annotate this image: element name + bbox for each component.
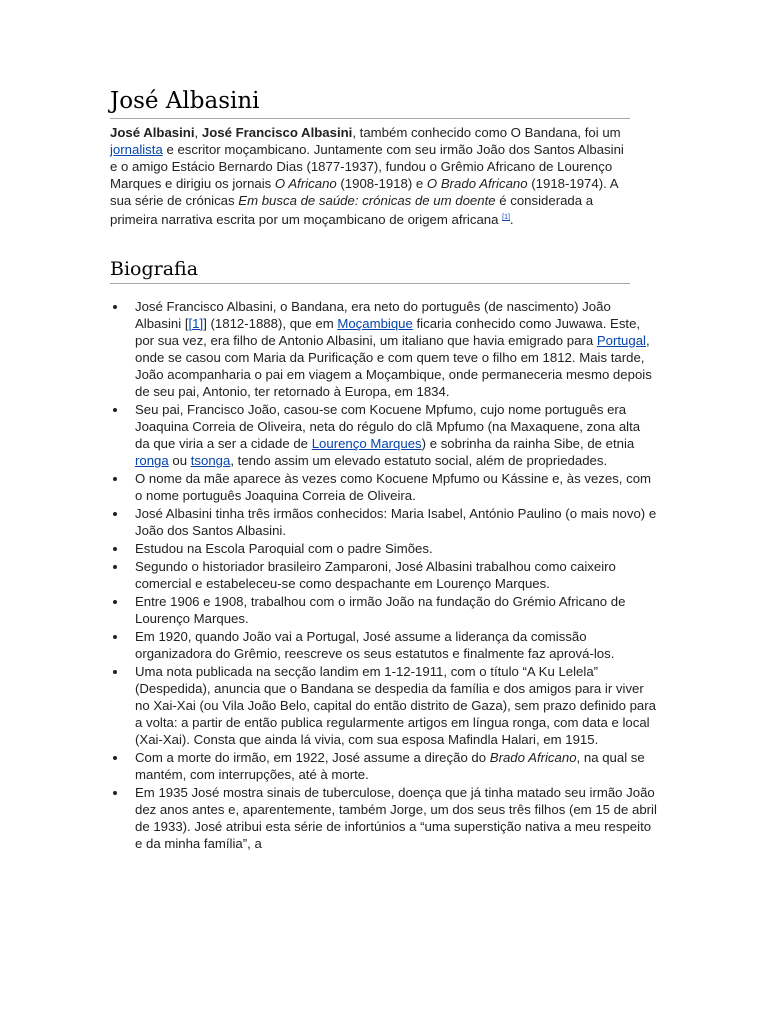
biography-list	[110, 298, 657, 853]
link-portugal[interactable]: Portugal	[596, 333, 646, 348]
list-item-text: , tendo assim um elevado estatuto social, além de propriedades.	[230, 453, 608, 468]
intro-name: José Albasini	[110, 125, 195, 140]
list-item-text: ] (1812-1888), que em	[203, 316, 338, 331]
link-jornalista[interactable]: jornalista	[110, 142, 163, 157]
link-tsonga[interactable]: tsonga	[190, 453, 231, 468]
list-item-text: Com a morte do irmão, em 1922, José assume a direção do	[135, 750, 490, 765]
list-item: O nome da mãe aparece às vezes como Kocuene Mpfumo ou Kássine e, às vezes, com o nome português Joaquina Correia de Oliveira.	[135, 470, 657, 504]
intro-text-1: , também conhecido como O Bandana, foi um	[352, 125, 621, 140]
intro-text-5: é considerada a primeira narrativa escrita por um moçambicano de origem africana	[110, 193, 594, 227]
list-item: Em 1935 José mostra sinais de tuberculose, doença que já tinha matado seu irmão João dez anos antes e, aparentemente, também Jorge, um dos seus três filhos (em 15 de abril de 1933). José atribui esta série de infortúnios a “uma superstição nativa a meu respeito e da minha família”, a	[135, 785, 657, 851]
list-item: Segundo o historiador brasileiro Zamparoni, José Albasini trabalhou como caixeiro comercial e estabeleceu-se como despachante em Lourenço Marques.	[135, 558, 657, 592]
journal-o-africano: O Africano	[274, 176, 337, 191]
reference-link[interactable]: [1]	[188, 316, 204, 331]
list-item-text: José Francisco Albasini, o Bandana, era neto do português (de nascimento) João Albasini [	[135, 299, 611, 331]
list-item: Uma nota publicada na secção landim em 1-12-1911, com o título “A Ku Lelela” (Despedida), anuncia que o Bandana se despedia da família e dos amigos para ir viver no Xai-Xai (ou Vila João Belo, capital do então distrito de Gaza), sem prazo definido para a volta: a partir de então publica regularmente artigos em língua ronga, com data e local (Xai-Xai). Consta que ainda lá vivia, com sua esposa Mafindla Halari, em 1915.	[135, 664, 656, 747]
intro-text-3: (1908-1918) e	[336, 176, 427, 191]
list-item: Estudou na Escola Paroquial com o padre Simões.	[135, 540, 657, 557]
list-item-text: ) e sobrinha da rainha Sibe, de etnia	[421, 436, 635, 451]
list-item	[135, 749, 657, 783]
list-item: Entre 1906 e 1908, trabalhou com o irmão João na fundação do Grémio Africano de Lourenço Marques.	[135, 593, 657, 627]
link-mocambique[interactable]: Moçambique	[337, 316, 413, 331]
intro-text-2: e escritor moçambicano. Juntamente com seu irmão João dos Santos Albasini e o amigo Estácio Bernardo Dias (1877-1937), fundou o Grêmio Africano de Lourenço Marques e dirigiu os jornais	[110, 142, 624, 191]
intro-comma: ,	[194, 125, 202, 140]
list-item-text: Seu pai, Francisco João, casou-se com Kocuene Mpfumo, cujo nome português era Joaquina Correia de Oliveira, neta do régulo do clã Mpfumo (na Maxaquene, zona alta da que viria a ser a cidade de	[135, 402, 641, 451]
list-item-text: , onde se casou com Maria da Purificação e com quem teve o filho em 1812. Mais tarde, João acompanharia o pai em viagem a Moçambique, onde permaneceria mesmo depois de seu pai, Antonio, ter retornado à Europa, em 1834.	[135, 333, 652, 399]
journal-o-brado-africano: O Brado Africano	[426, 176, 528, 191]
intro-fullname: José Francisco Albasini	[201, 125, 353, 140]
intro-paragraph	[110, 124, 630, 228]
list-item	[135, 298, 657, 400]
list-item: Em 1920, quando João vai a Portugal, José assume a liderança da comissão organizadora do Grêmio, reescreve os seus estatutos e finalmente faz aprová-los.	[135, 628, 657, 662]
list-item-text: ou	[168, 453, 191, 468]
journal-brado-africano: Brado Africano	[489, 750, 577, 765]
intro-text-6: .	[509, 212, 514, 227]
list-item: José Albasini tinha três irmãos conhecidos: Maria Isabel, António Paulino (o mais novo) e João dos Santos Albasini.	[135, 506, 657, 538]
page-title: José Albasini	[110, 88, 630, 119]
link-lourenco-marques[interactable]: Lourenço Marques	[311, 436, 422, 451]
section-heading-biografia: Biografia	[110, 258, 630, 284]
link-ronga[interactable]: ronga	[135, 453, 169, 468]
list-item-text: , na qual se mantém, com interrupções, até à morte.	[135, 750, 645, 782]
reference-link[interactable]: [1]	[502, 214, 510, 221]
chronicles-title: Em busca de saúde: crónicas de um doente	[238, 193, 496, 208]
list-item	[135, 401, 657, 469]
intro-text-4: (1918-1974). A sua série de crónicas	[110, 176, 618, 208]
list-item-text: ficaria conhecido como Juwawa. Este, por sua vez, era filho de Antonio Albasini, um italiano que havia emigrado para	[135, 316, 641, 348]
